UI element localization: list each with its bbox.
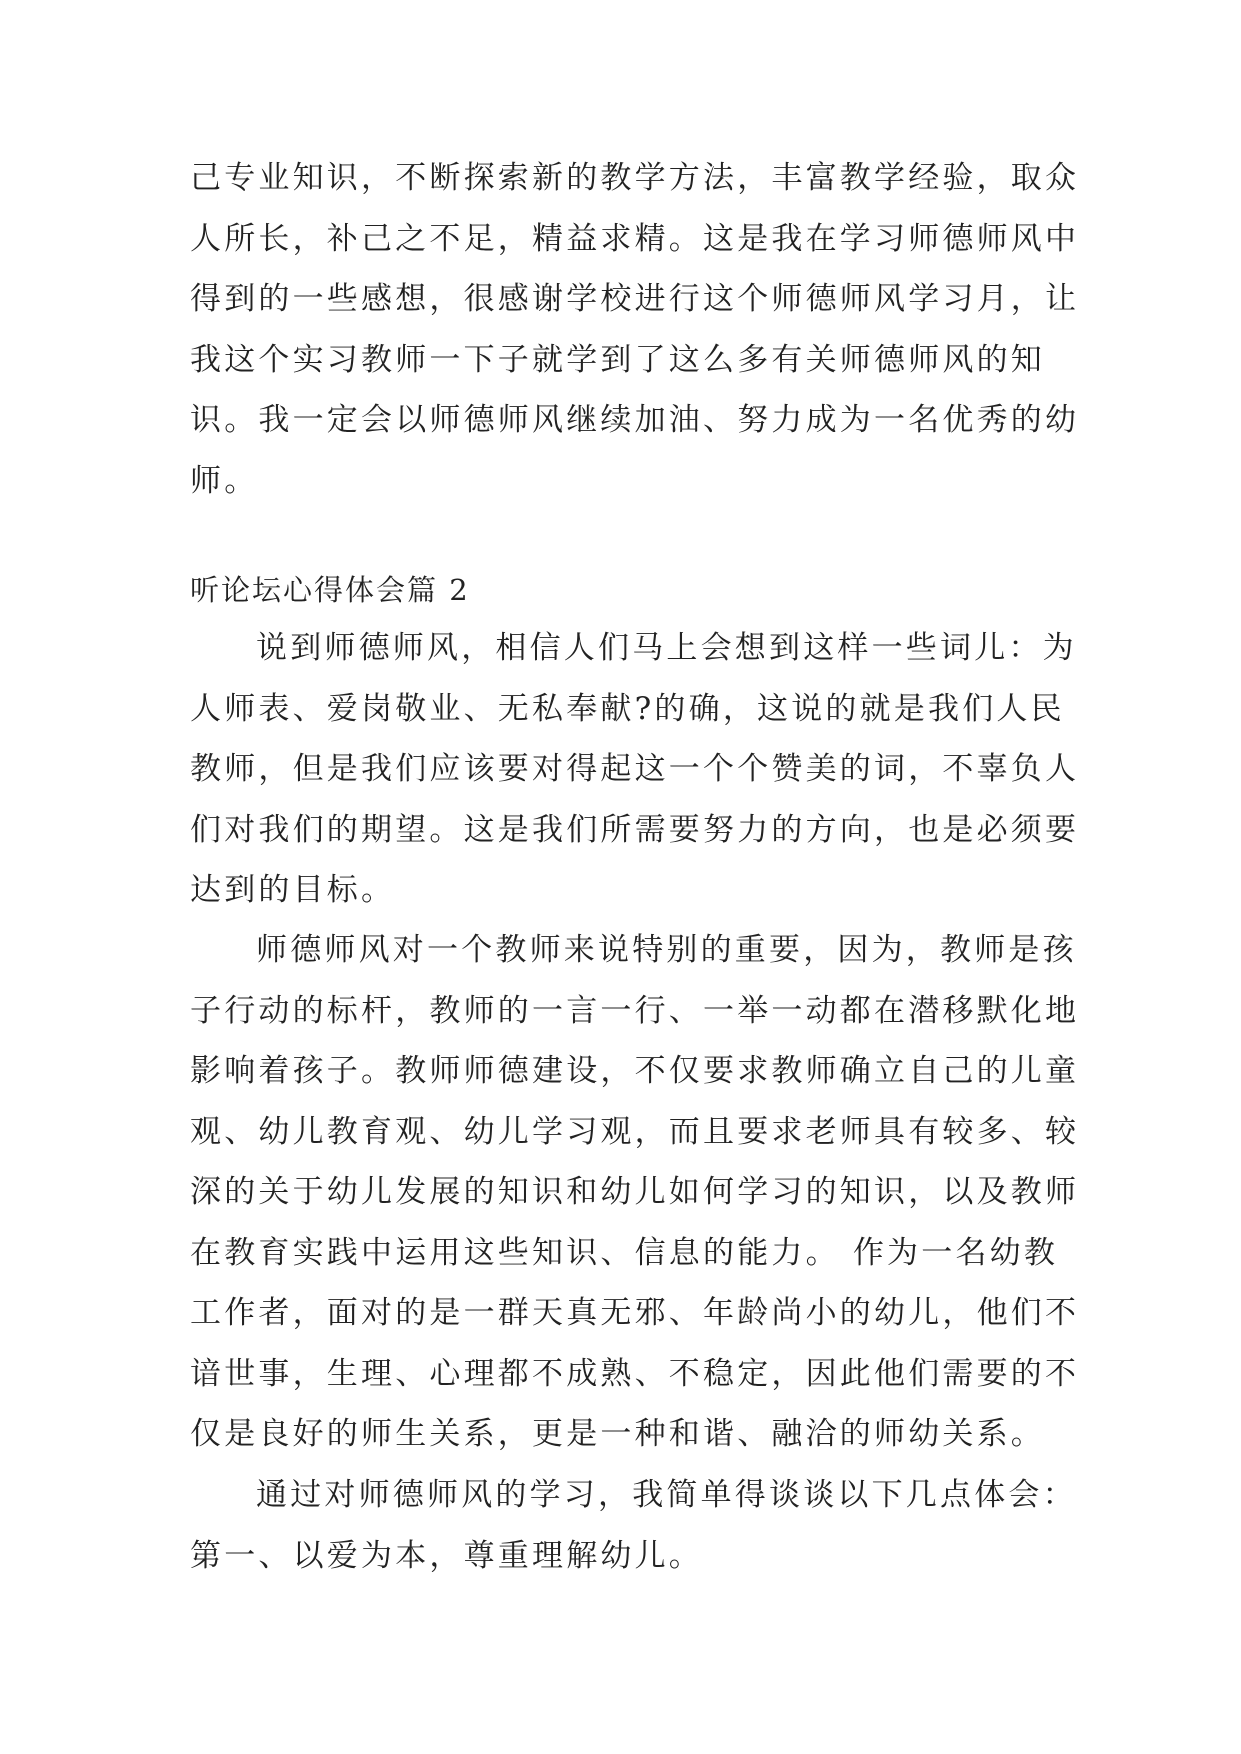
text-line: 观、幼儿教育观、幼儿学习观，而且要求老师具有较多、较 <box>190 1113 1080 1150</box>
text-line: 得到的一些感想，很感谢学校进行这个师德师风学习月，让 <box>190 281 1080 317</box>
paragraph-3 <box>190 1465 1077 1586</box>
text-line: 人所长，补己之不足，精益求精。这是我在学习师德师风中 <box>190 220 1080 257</box>
intro-paragraph <box>190 148 1080 511</box>
text-line: 通过对师德师风的学习，我简单得谈谈以下几点体会： <box>256 1477 1077 1513</box>
text-line: 子行动的标杆，教师的一言一行、一举一动都在潜移默化地 <box>190 992 1080 1029</box>
paragraph-1 <box>190 618 1080 921</box>
text-line: 己专业知识，不断探索新的教学方法，丰富教学经验，取众 <box>190 160 1080 196</box>
text-line: 教师，但是我们应该要对得起这一个个赞美的词，不辜负人 <box>190 751 1080 787</box>
paragraph-2 <box>190 920 1080 1465</box>
text-line: 说到师德师风，相信人们马上会想到这样一些词儿：为 <box>256 630 1077 666</box>
text-line: 深的关于幼儿发展的知识和幼儿如何学习的知识，以及教师 <box>190 1174 1080 1210</box>
text-line: 师德师风对一个教师来说特别的重要，因为，教师是孩 <box>256 932 1077 968</box>
text-line: 在教育实践中运用这些知识、信息的能力。 作为一名幼教 <box>190 1234 1059 1271</box>
text-line: 识。我一定会以师德师风继续加油、努力成为一名优秀的幼 <box>190 402 1080 438</box>
text-line: 影响着孩子。教师师德建设，不仅要求教师确立自己的儿童 <box>190 1053 1080 1089</box>
text-line: 我这个实习教师一下子就学到了这么多有关师德师风的知 <box>190 341 1045 378</box>
section-heading: 听论坛心得体会篇 2 <box>190 573 470 607</box>
text-line: 们对我们的期望。这是我们所需要努力的方向，也是必须要 <box>190 811 1080 848</box>
text-line: 仅是良好的师生关系，更是一种和谐、融洽的师幼关系。 <box>190 1416 1045 1452</box>
text-line: 第一、以爱为本，尊重理解幼儿。 <box>190 1537 703 1574</box>
text-line: 人师表、爱岗敬业、无私奉献?的确，这说的就是我们人民 <box>190 690 1065 727</box>
text-line: 师。 <box>190 462 259 499</box>
text-line: 达到的目标。 <box>190 872 396 908</box>
text-line: 工作者，面对的是一群天真无邪、年龄尚小的幼儿，他们不 <box>190 1295 1080 1331</box>
text-line: 谙世事，生理、心理都不成熟、不稳定，因此他们需要的不 <box>190 1355 1080 1392</box>
